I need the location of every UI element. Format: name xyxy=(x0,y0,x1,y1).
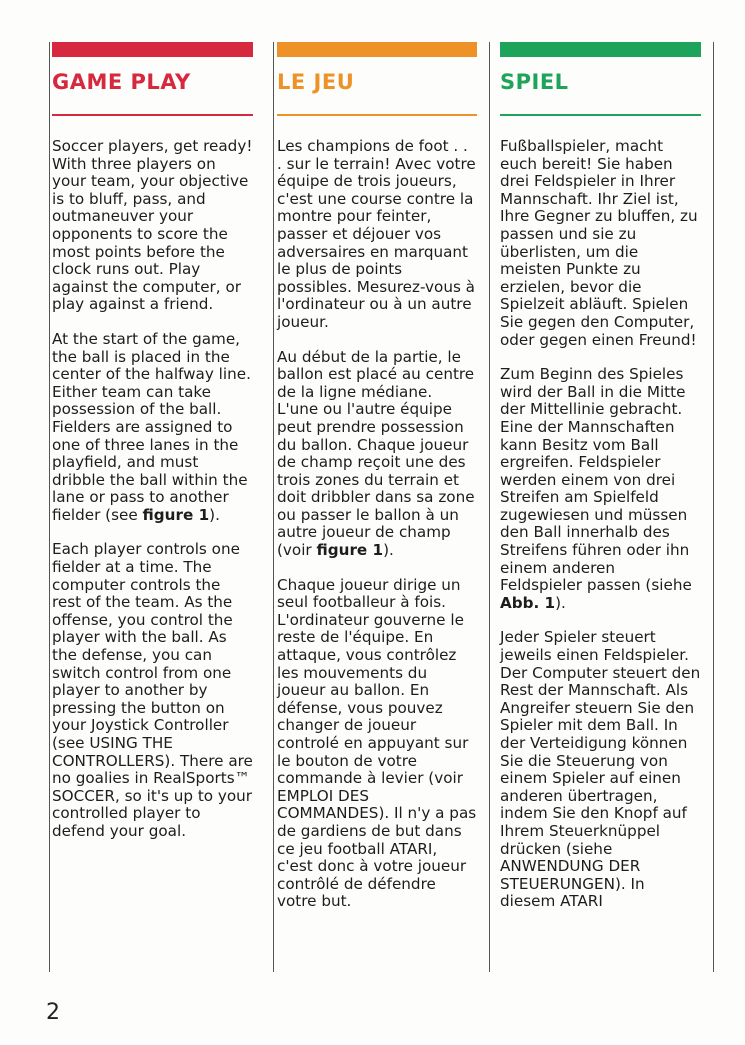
section-title-english: GAME PLAY xyxy=(52,70,191,94)
reference-tail: ). xyxy=(209,505,220,524)
color-bar-red xyxy=(52,42,253,57)
paragraph-text: At the start of the game, the ball is placed in the center of the halfway line. Either team can take possession of the ball. Fielders are assigned to one of three lanes in the playfield, and must dribble the ball within the lane or pass to another fielder (see xyxy=(52,329,251,524)
paragraph xyxy=(500,366,701,612)
column-english xyxy=(52,42,253,858)
paragraph: Soccer players, get ready! With three players on your team, your objective is to bluff, pass, and outmaneuver your opponents to score the most points before the clock runs out. Play against the computer, or play against a friend. xyxy=(52,137,253,314)
figure-reference: figure 1 xyxy=(142,505,210,524)
paragraph-text: Au début de la partie, le ballon est placé au centre de la ligne médiane. L'une ou l'autre équipe peut prendre possession du ballon. Chaque joueur de champ reçoit une des trois zones du terrain et doit dribbler dans sa zone ou passer le ballon à un autre joueur de champ (voir xyxy=(277,347,475,560)
column-divider xyxy=(273,42,274,972)
paragraph: Les champions de foot . . . sur le terrain! Avec votre équipe de trois joueurs, c'est une course contre la montre pour feinter, passer et déjouer vos adversaires en marquant le plus de points possibles. Mesurez-vous à l'ordinateur ou à un autre joueur. xyxy=(277,137,476,331)
color-bar-orange xyxy=(277,42,477,57)
paragraph-text: Zum Beginn des Spieles wird der Ball in die Mitte der Mittellinie gebracht. Eine der Mannschaften kann Besitz vom Ball ergreifen. Feldspieler werden einem von drei Streifen am Spielfeld zugewiesen und müssen den Ball innerhalb des Streifens führen oder ihn einem anderen Feldspieler passen (siehe xyxy=(500,365,692,595)
column-divider xyxy=(489,42,490,972)
section-title-german: SPIEL xyxy=(500,70,569,94)
paragraph: Each player controls one fielder at a time. The computer controls the rest of the team. As the offense, you control the player with the ball. As the defense, you can switch control from one player to another by pressing the button on your Joystick Controller (see USING THE CONTROLLERS). There are no goalies in RealSports™ SOCCER, so it's up to your controlled player to defend your goal. xyxy=(52,540,253,840)
paragraph: Chaque joueur dirige un seul footballeur à fois. L'ordinateur gouverne le reste de l'équipe. En attaque, vous contrôlez les mouvements du joueur au ballon. En défense, vous pouvez changer de joueur controlé en appuyant sur le bouton de votre commande à levier (voir EMPLOI DES COMMANDES). Il n'y a pas de gardiens de but dans ce jeu football ATARI, c'est donc à votre joueur contrôlé de défendre votre but. xyxy=(277,575,477,911)
paragraph: Fußballspieler, macht euch bereit! Sie haben drei Feldspieler in Ihrer Mannschaft. Ihr Ziel ist, Ihre Gegner zu bluffen, zu passen und sie zu überlisten, um die meisten Punkte zu erzielen, bevor die Spielzeit abläuft. Spielen Sie gegen den Computer, oder gegen einen Freund! xyxy=(500,137,698,349)
page-number: 2 xyxy=(46,1000,60,1025)
body-text-german xyxy=(500,138,701,911)
paragraph xyxy=(277,349,477,560)
title-underline xyxy=(500,114,701,116)
body-text-french xyxy=(277,138,477,911)
paragraph xyxy=(52,331,253,525)
title-underline xyxy=(277,114,477,116)
column-divider xyxy=(49,42,50,972)
body-text-english xyxy=(52,138,253,841)
color-bar-green xyxy=(500,42,701,57)
paragraph: Jeder Spieler steuert jeweils einen Feldspieler. Der Computer steuert den Rest der Mannschaft. Als Angreifer steuern Sie den Spieler mit dem Ball. In der Verteidigung können Sie die Steuerung von einem Spieler auf einen anderen übertragen, indem Sie den Knopf auf Ihrem Steuerknüppel drücken (siehe ANWENDUNG DER STEUERUNGEN). In diesem ATARI xyxy=(500,628,701,911)
column-french xyxy=(277,42,477,928)
title-underline xyxy=(52,114,253,116)
figure-reference: Abb. 1 xyxy=(500,593,556,612)
reference-tail: ). xyxy=(383,541,394,560)
figure-reference: figure 1 xyxy=(316,541,384,560)
column-divider xyxy=(713,42,714,972)
column-german xyxy=(500,42,701,928)
reference-tail: ). xyxy=(555,593,566,612)
section-title-french: LE JEU xyxy=(277,70,355,94)
